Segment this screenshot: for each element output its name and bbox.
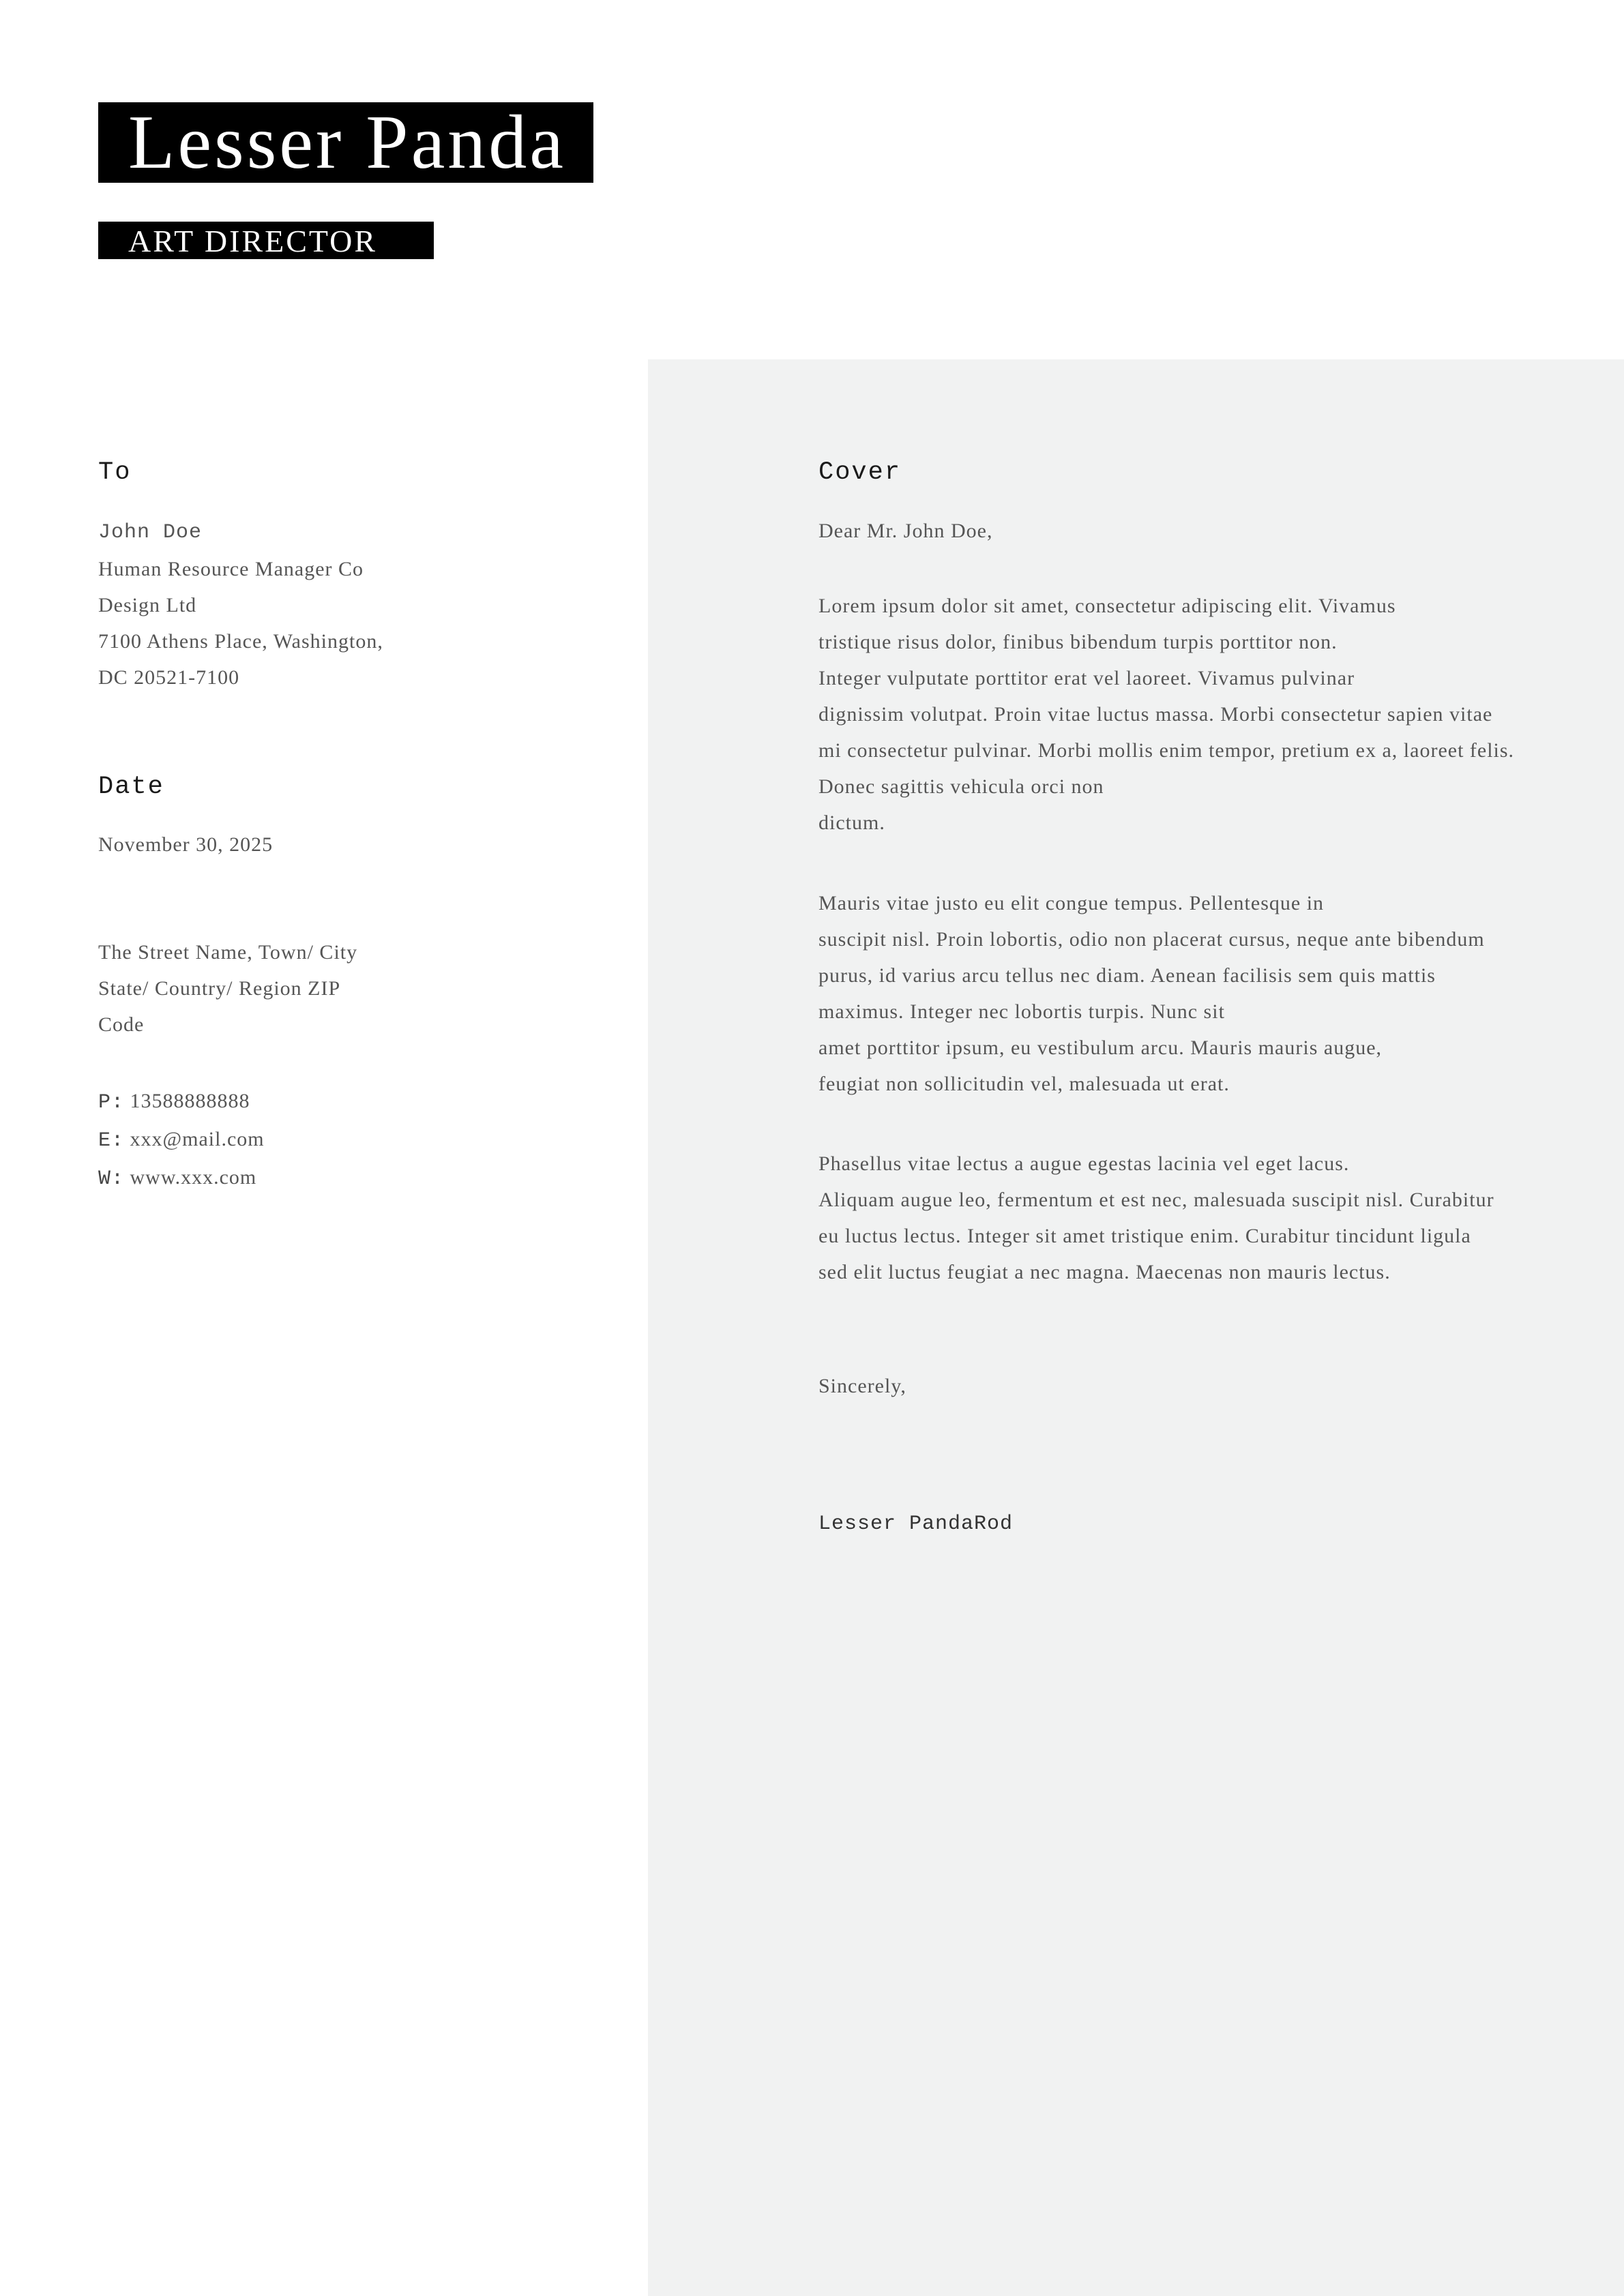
paragraph-line: Mauris vitae justo eu elit congue tempus. Pellentesque in bbox=[818, 892, 1325, 914]
signature: Lesser PandaRod bbox=[818, 1512, 1014, 1536]
cover-heading: Cover bbox=[818, 458, 902, 487]
cover-paragraph-3 bbox=[818, 1146, 1494, 1290]
paragraph-line: mi consectetur pulvinar. Morbi mollis enim tempor, pretium ex a, laoreet felis. bbox=[818, 739, 1515, 762]
contact-phone bbox=[98, 1083, 265, 1121]
paragraph-line: suscipit nisl. Proin lobortis, odio non placerat cursus, neque ante bibendum bbox=[818, 928, 1485, 951]
paragraph-line: tristique risus dolor, finibus bibendum turpis porttitor non. bbox=[818, 631, 1338, 653]
paragraph-line: Aliquam augue leo, fermentum et est nec, malesuada suscipit nisl. Curabitur bbox=[818, 1189, 1494, 1211]
job-title: ART DIRECTOR bbox=[98, 222, 434, 259]
recipient-name: John Doe bbox=[98, 521, 203, 544]
closing: Sincerely, bbox=[818, 1375, 906, 1397]
paragraph-line: eu luctus lectus. Integer sit amet tristique enim. Curabitur tincidunt ligula bbox=[818, 1225, 1471, 1247]
email-value: xxx@mail.com bbox=[130, 1128, 265, 1150]
phone-label: P: bbox=[98, 1091, 125, 1114]
paragraph-line: Donec sagittis vehicula orci non bbox=[818, 775, 1104, 798]
cover-paragraph-1 bbox=[818, 588, 1514, 841]
recipient-line: Design Ltd bbox=[98, 594, 197, 616]
address-line: Code bbox=[98, 1013, 145, 1036]
date-heading: Date bbox=[98, 773, 164, 801]
salutation: Dear Mr. John Doe, bbox=[818, 520, 993, 542]
paragraph-line: maximus. Integer nec lobortis turpis. Nunc sit bbox=[818, 1000, 1225, 1023]
applicant-name: Lesser Panda bbox=[98, 102, 593, 183]
contact-email bbox=[98, 1121, 265, 1159]
recipient-line: DC 20521-7100 bbox=[98, 666, 240, 689]
contact-info bbox=[98, 1083, 265, 1197]
recipient-line: Human Resource Manager Co bbox=[98, 558, 364, 580]
phone-value: 13588888888 bbox=[130, 1090, 250, 1112]
address-line: State/ Country/ Region ZIP bbox=[98, 977, 341, 1000]
paragraph-line: feugiat non sollicitudin vel, malesuada ut erat. bbox=[818, 1073, 1230, 1095]
paragraph-line: dictum. bbox=[818, 811, 885, 834]
web-value: www.xxx.com bbox=[130, 1166, 257, 1189]
recipient-address bbox=[98, 551, 383, 696]
sender-address bbox=[98, 934, 357, 1043]
address-line: The Street Name, Town/ City bbox=[98, 941, 358, 964]
email-label: E: bbox=[98, 1129, 125, 1152]
letter-date: November 30, 2025 bbox=[98, 833, 274, 856]
paragraph-line: purus, id varius arcu tellus nec diam. Aenean facilisis sem quis mattis bbox=[818, 964, 1436, 987]
paragraph-line: sed elit luctus feugiat a nec magna. Maecenas non mauris lectus. bbox=[818, 1261, 1391, 1283]
paragraph-line: Lorem ipsum dolor sit amet, consectetur adipiscing elit. Vivamus bbox=[818, 595, 1396, 617]
to-heading: To bbox=[98, 458, 132, 487]
paragraph-line: Phasellus vitae lectus a augue egestas lacinia vel eget lacus. bbox=[818, 1152, 1350, 1175]
paragraph-line: Integer vulputate porttitor erat vel laoreet. Vivamus pulvinar bbox=[818, 667, 1355, 689]
cover-paragraph-2 bbox=[818, 885, 1485, 1102]
recipient-line: 7100 Athens Place, Washington, bbox=[98, 630, 383, 653]
contact-web bbox=[98, 1159, 265, 1197]
paragraph-line: dignissim volutpat. Proin vitae luctus massa. Morbi consectetur sapien vitae bbox=[818, 703, 1493, 726]
web-label: W: bbox=[98, 1167, 125, 1191]
paragraph-line: amet porttitor ipsum, eu vestibulum arcu. Mauris mauris augue, bbox=[818, 1037, 1383, 1059]
